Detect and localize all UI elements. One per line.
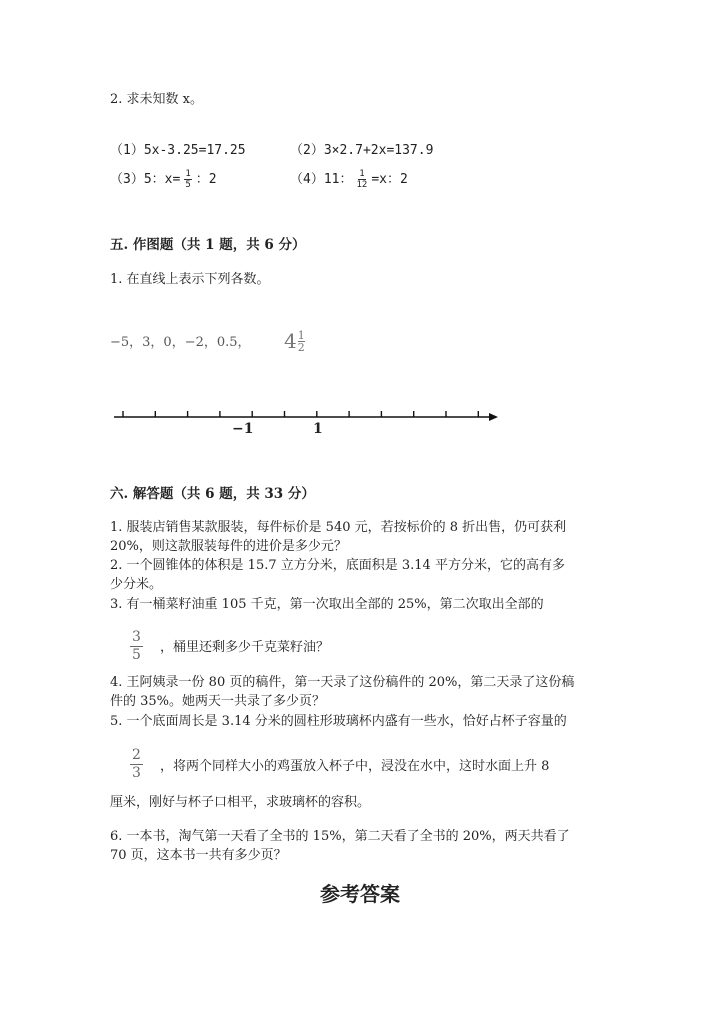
- text-line: 3. 有一桶菜籽油重 105 千克，第一次取出全部的 25%，第二次取出全部的: [110, 597, 544, 612]
- text-line: 2. 一个圆锥体的体积是 15.7 立方分米，底面积是 3.14 平方分米，它的高有多: [110, 558, 565, 573]
- eq-text: （3）5：x=: [110, 172, 181, 187]
- fraction: [130, 629, 143, 664]
- question-title: 2. 求未知数 x。: [110, 92, 203, 107]
- text-line: 5. 一个底面周长是 3.14 分米的圆柱形玻璃杯内盛有一些水，恰好占杯子容量的: [110, 714, 567, 729]
- text-line: 6. 一本书，淘气第一天看了全书的 15%，第二天看了全书的 20%，两天共看了: [110, 829, 570, 844]
- numerator: 1: [359, 169, 365, 179]
- numerator: 2: [132, 747, 141, 763]
- axis-label: 1: [313, 421, 323, 437]
- answer-title: 参考答案: [320, 882, 400, 906]
- text-line: 20%，则这款服装每件的进价是多少元？: [110, 539, 347, 554]
- text-line: 件的 35%。她两天一共录了多少页？: [110, 694, 326, 709]
- denominator: 12: [356, 180, 368, 190]
- axis-label: −1: [232, 421, 254, 437]
- eq-text: （4）11：: [290, 172, 353, 187]
- text-line: 1. 服装店销售某款服装，每件标价是 540 元，若按标价的 8 折出售，仍可获利: [110, 520, 567, 535]
- numerator: 1: [297, 328, 305, 342]
- denominator: 5: [185, 180, 191, 190]
- text-line: 少分米。: [110, 577, 163, 592]
- text-line: ，将两个同样大小的鸡蛋放入杯子中，浸没在水中，这时水面上升 8: [160, 759, 550, 774]
- number-list: −5，3，0，−2，0.5，: [110, 335, 251, 350]
- whole: 4: [284, 329, 297, 353]
- text-line: 厘米，刚好与杯子口相平，求玻璃杯的容积。: [110, 795, 371, 810]
- numerator: 1: [185, 169, 191, 179]
- text-line: 70 页，这本书一共有多少页？: [110, 848, 287, 863]
- denominator: 3: [132, 765, 141, 781]
- denominator: 2: [297, 340, 305, 354]
- eq-text: =x：2: [371, 172, 408, 187]
- arrow-icon: [489, 413, 498, 421]
- section-heading-6: 六. 解答题（共 6 题，共 33 分）: [110, 486, 315, 502]
- section-heading-5: 五. 作图题（共 1 题，共 6 分）: [110, 237, 306, 253]
- denominator: 5: [132, 647, 141, 663]
- numerator: 3: [132, 629, 141, 645]
- equation-1: （1）5x-3.25=17.25: [110, 143, 246, 158]
- fraction: [130, 747, 143, 782]
- question-text: 1. 在直线上表示下列各数。: [110, 272, 270, 287]
- text-line: 4. 王阿姨录一份 80 页的稿件，第一天录了这份稿件的 20%，第二天录了这份稿: [110, 675, 575, 690]
- text-line: ，桶里还剩多少千克菜籽油？: [160, 640, 330, 655]
- number-line: [0, 0, 720, 450]
- equation-2: （2）3×2.7+2x=137.9: [290, 143, 434, 158]
- eq-text: ：2: [195, 172, 217, 187]
